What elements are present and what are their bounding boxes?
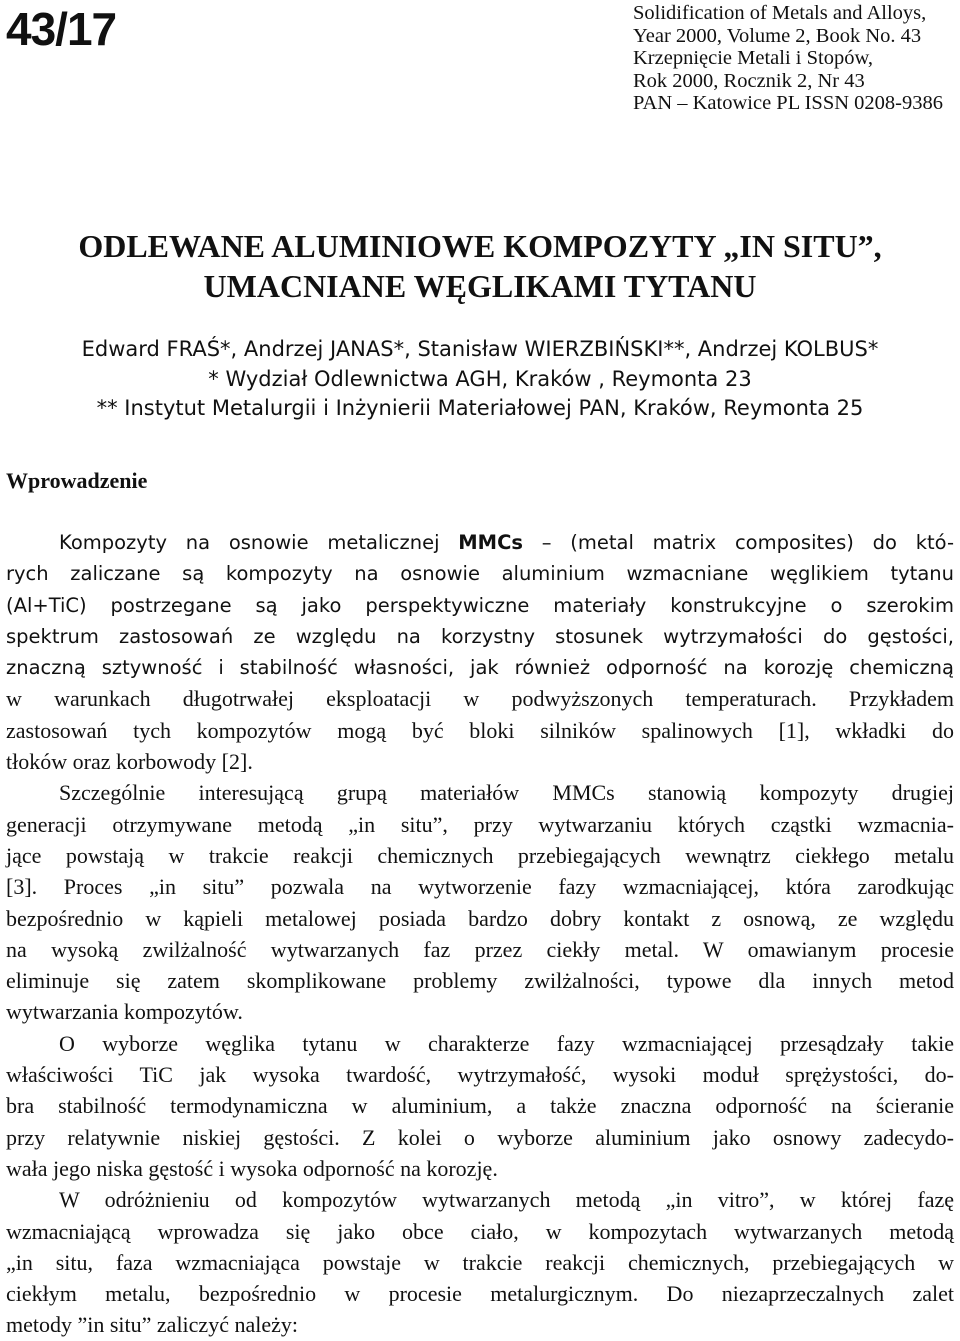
- section-heading: Wprowadzenie: [6, 468, 148, 493]
- body-line: zastosowań tych kompozytów mogą być bloki silników spalinowych [1], wkładki do: [6, 717, 954, 743]
- body-line: bezpośrednio w kąpieli metalowej posiada bardzo dobry kontakt z osnową, ze względu: [6, 905, 954, 931]
- body-line: jące powstają w trakcie reakcji chemicznych przebiegających wewnątrz ciekłego metalu: [6, 842, 954, 868]
- body-line: ciekłym metalu, bezpośrednio w procesie metalurgicznym. Do niezaprzeczalnych zalet: [6, 1281, 954, 1307]
- paper-title: [0, 226, 960, 306]
- body-line: właściwości TiC jak wysoka twardość, wytrzymałość, wysoki moduł sprężystości, do-: [6, 1062, 954, 1088]
- body-line: „in situ, faza wzmacniająca powstaje w trakcie reakcji chemicznych, przebiegających w: [6, 1249, 954, 1275]
- body-line: bra stabilność termodynamiczna w aluminium, a także znaczna odporność na ścieranie: [6, 1093, 954, 1119]
- body-line: przy relatywnie niskiej gęstości. Z kolei o wyborze aluminium jako osnowy zadecydo-: [6, 1124, 954, 1150]
- author-list: Edward FRAŚ*, Andrzej JANAS*, Stanisław WIERZBIŃSKI**, Andrzej KOLBUS*: [81, 337, 879, 361]
- body-text-span: – (metal matrix composites) do któ-: [523, 531, 955, 554]
- title-line-1: ODLEWANE ALUMINIOWE KOMPOZYTY „IN SITU”,: [78, 228, 882, 264]
- body-text: [6, 527, 954, 1341]
- body-line: znaczną sztywność i stabilność własności, jak również odporność na korozję chemiczną: [6, 656, 954, 680]
- journal-line: Year 2000, Volume 2, Book No. 43: [633, 24, 922, 47]
- body-line: Szczególnie interesującą grupą materiałów MMCs stanowią kompozyty drugiej: [59, 780, 954, 806]
- body-line: W odróżnieniu od kompozytów wytwarzanych metodą „in vitro”, w której fazę: [59, 1187, 954, 1213]
- body-line: [3]. Proces „in situ” pozwala na wytworzenie fazy wzmacniającej, która zarodkując: [6, 874, 954, 900]
- body-line: [6, 527, 954, 558]
- body-line: O wyborze węglika tytanu w charakterze fazy wzmacniającej przesądzały takie: [59, 1030, 954, 1056]
- body-line: wała jego niska gęstość i wysoka odporność na korozję.: [6, 1155, 498, 1181]
- paper-number: 43/17: [6, 3, 117, 55]
- body-text-span: Kompozyty na osnowie metalicznej: [59, 531, 459, 554]
- body-line: rych zaliczane są kompozyty na osnowie aluminium wzmacniane węglikiem tytanu: [6, 562, 954, 586]
- title-line-2: UMACNIANE WĘGLIKAMI TYTANU: [203, 268, 757, 304]
- journal-line: Rok 2000, Rocznik 2, Nr 43: [633, 69, 865, 92]
- mmcs-term: MMCs: [458, 531, 523, 554]
- author-block: [0, 335, 960, 424]
- journal-line: PAN – Katowice PL ISSN 0208-9386: [633, 92, 943, 114]
- journal-line: Solidification of Metals and Alloys,: [633, 2, 927, 24]
- body-line: spektrum zastosowań ze względu na korzystny stosunek wytrzymałości do gęstości,: [6, 624, 954, 648]
- body-line: na wysoką zwilżalność wytwarzanych faz przez ciekły metal. W omawianym procesie: [6, 936, 954, 962]
- journal-info: [633, 2, 943, 115]
- affiliation-2: ** Instytut Metalurgii i Inżynierii Materiałowej PAN, Kraków, Reymonta 25: [96, 396, 864, 420]
- body-line: tłoków oraz korbowody [2].: [6, 749, 253, 775]
- body-line: generacji otrzymywane metodą „in situ”, przy wytwarzaniu których cząstki wzmacnia-: [6, 811, 954, 837]
- affiliation-1: * Wydział Odlewnictwa AGH, Kraków , Reymonta 23: [208, 366, 752, 391]
- body-line: metody ”in situ” zaliczyć należy:: [6, 1312, 298, 1338]
- body-line: (Al+TiC) postrzegane są jako perspektywiczne materiały konstrukcyjne o szerokim: [6, 593, 954, 617]
- body-line: w warunkach długotrwałej eksploatacji w podwyższonych temperaturach. Przykładem: [6, 686, 954, 712]
- body-line: wzmacniającą wprowadza się jako obce ciało, w kompozytach wytwarzanych metodą: [6, 1218, 954, 1244]
- body-line: eliminuje się zatem skomplikowane problemy zwilżalności, typowe dla innych metod: [6, 968, 954, 994]
- body-line: wytwarzania kompozytów.: [6, 999, 243, 1025]
- journal-line: Krzepnięcie Metali i Stopów,: [633, 47, 874, 69]
